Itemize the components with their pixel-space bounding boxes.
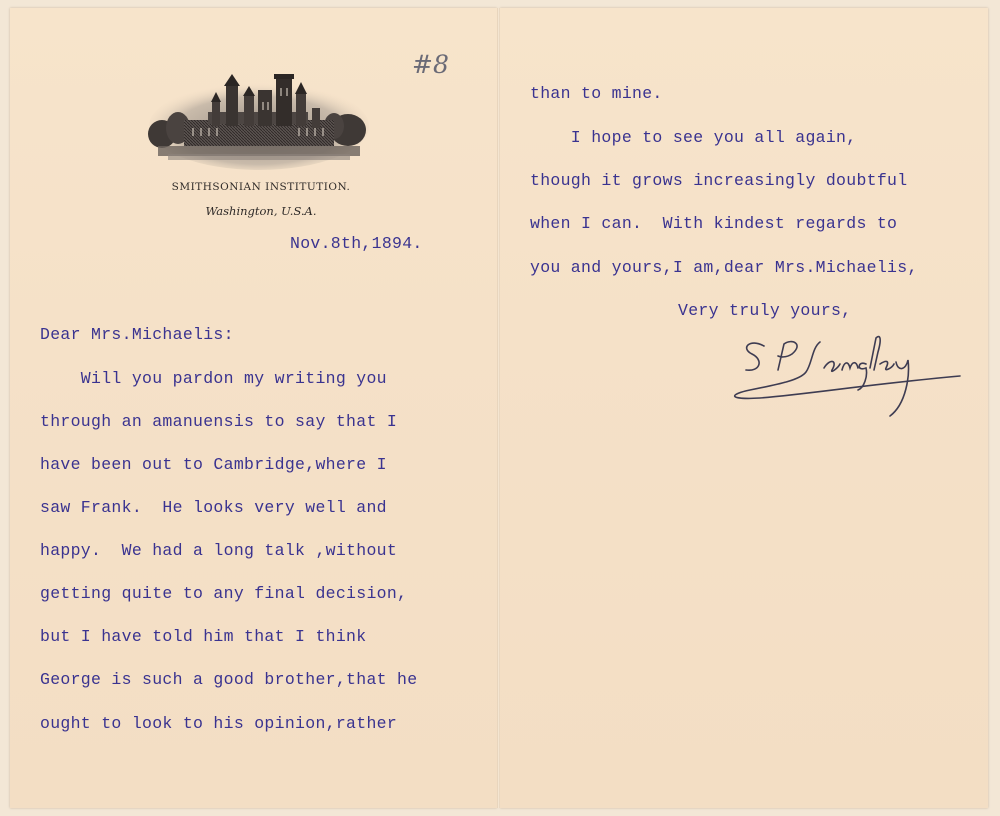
letter-line: getting quite to any final decision,: [40, 584, 408, 603]
page-fold: [497, 8, 500, 808]
letter-line: Will you pardon my writing you: [40, 369, 387, 388]
letter-line: I hope to see you all again,: [530, 128, 857, 147]
handwritten-signature: [720, 324, 970, 424]
letter-line: through an amanuensis to say that I: [40, 412, 398, 431]
letter-line: but I have told him that I think: [40, 627, 367, 646]
letter-line: George is such a good brother,that he: [40, 670, 418, 689]
letter-salutation: Dear Mrs.Michaelis:: [40, 325, 234, 344]
archive-number-note: #8: [412, 50, 449, 79]
letter-date: Nov.8th,1894.: [290, 234, 423, 253]
letterhead-institution: SMITHSONIAN INSTITUTION.: [171, 181, 351, 193]
letter-line: though it grows increasingly doubtful: [530, 171, 908, 190]
letter-line: when I can. With kindest regards to: [530, 214, 898, 233]
letter-closing: Very truly yours,: [678, 301, 852, 320]
letterhead-location: Washington, U.S.A.: [205, 204, 317, 218]
letter-line: ought to look to his opinion,rather: [40, 714, 398, 733]
letter-line: saw Frank. He looks very well and: [40, 498, 387, 517]
letter-line: have been out to Cambridge,where I: [40, 455, 387, 474]
letter-line: than to mine.: [530, 84, 663, 103]
smithsonian-castle-engraving: [148, 68, 370, 172]
letter-line: you and yours,I am,dear Mrs.Michaelis,: [530, 258, 918, 277]
letter-line: happy. We had a long talk ,without: [40, 541, 398, 560]
